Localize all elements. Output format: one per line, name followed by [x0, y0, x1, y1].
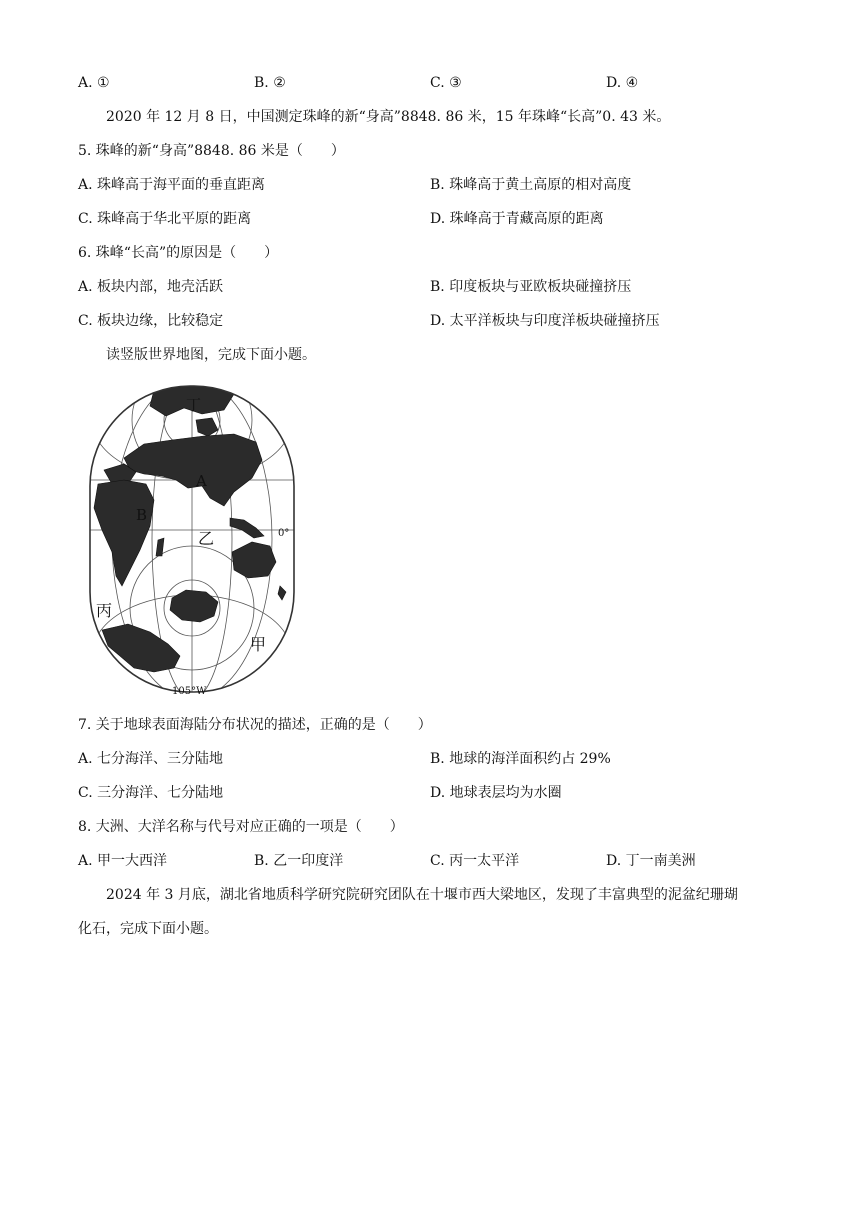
q7-stem: 7. 关于地球表面海陆分布状况的描述，正确的是（ ）: [78, 717, 432, 733]
vertical-world-map: [84, 380, 300, 698]
q8-option-b: B. 乙一印度洋: [254, 853, 344, 869]
q8-stem: 8. 大洲、大洋名称与代号对应正确的一项是（ ）: [78, 819, 404, 835]
q6-option-b: B. 印度板块与亚欧板块碰撞挤压: [430, 279, 632, 295]
label-ding: 丁: [186, 396, 202, 414]
q5-option-c: C. 珠峰高于华北平原的距离: [78, 211, 252, 227]
q4-option-c: C. ③: [430, 75, 462, 91]
q5-option-a: A. 珠峰高于海平面的垂直距离: [78, 177, 266, 193]
q5-option-d: D. 珠峰高于青藏高原的距离: [430, 211, 604, 227]
label-jia: 甲: [250, 635, 267, 654]
intro-everest: 2020 年 12 月 8 日，中国测定珠峰的新“身高”8848. 86 米，15 年珠峰“长高”0. 43 米。: [106, 109, 671, 125]
q4-option-d: D. ④: [606, 75, 639, 91]
label-equator: 0°: [278, 528, 290, 539]
intro-map: 读竖版世界地图，完成下面小题。: [106, 347, 316, 363]
intro-fossil-line1: 2024 年 3 月底，湖北省地质科学研究院研究团队在十堰市西大梁地区，发现了丰富典型的泥盆纪珊瑚: [106, 887, 738, 903]
q8-option-d: D. 丁一南美洲: [606, 853, 696, 869]
intro-fossil-line2: 化石，完成下面小题。: [78, 921, 218, 937]
label-bing: 丙: [96, 601, 113, 620]
q6-option-d: D. 太平洋板块与印度洋板块碰撞挤压: [430, 313, 660, 329]
q4-option-b: B. ②: [254, 75, 286, 91]
q6-option-a: A. 板块内部，地壳活跃: [78, 279, 224, 295]
q4-option-a: A. ①: [78, 75, 110, 91]
q7-option-d: D. 地球表层均为水圈: [430, 785, 562, 801]
label-b: B: [136, 506, 148, 524]
q8-option-c: C. 丙一太平洋: [430, 853, 520, 869]
q8-option-a: A. 甲一大西洋: [78, 853, 168, 869]
label-a: A: [196, 472, 207, 490]
q7-option-c: C. 三分海洋、七分陆地: [78, 785, 224, 801]
q5-option-b: B. 珠峰高于黄土高原的相对高度: [430, 177, 632, 193]
label-yi: 乙: [198, 529, 215, 548]
q6-stem: 6. 珠峰“长高”的原因是（ ）: [78, 245, 279, 261]
q7-option-a: A. 七分海洋、三分陆地: [78, 751, 224, 767]
q7-option-b: B. 地球的海洋面积约占 29%: [430, 751, 611, 767]
q6-option-c: C. 板块边缘，比较稳定: [78, 313, 224, 329]
q5-stem: 5. 珠峰的新“身高”8848. 86 米是（ ）: [78, 143, 345, 159]
label-105w: 105°W: [172, 686, 207, 697]
